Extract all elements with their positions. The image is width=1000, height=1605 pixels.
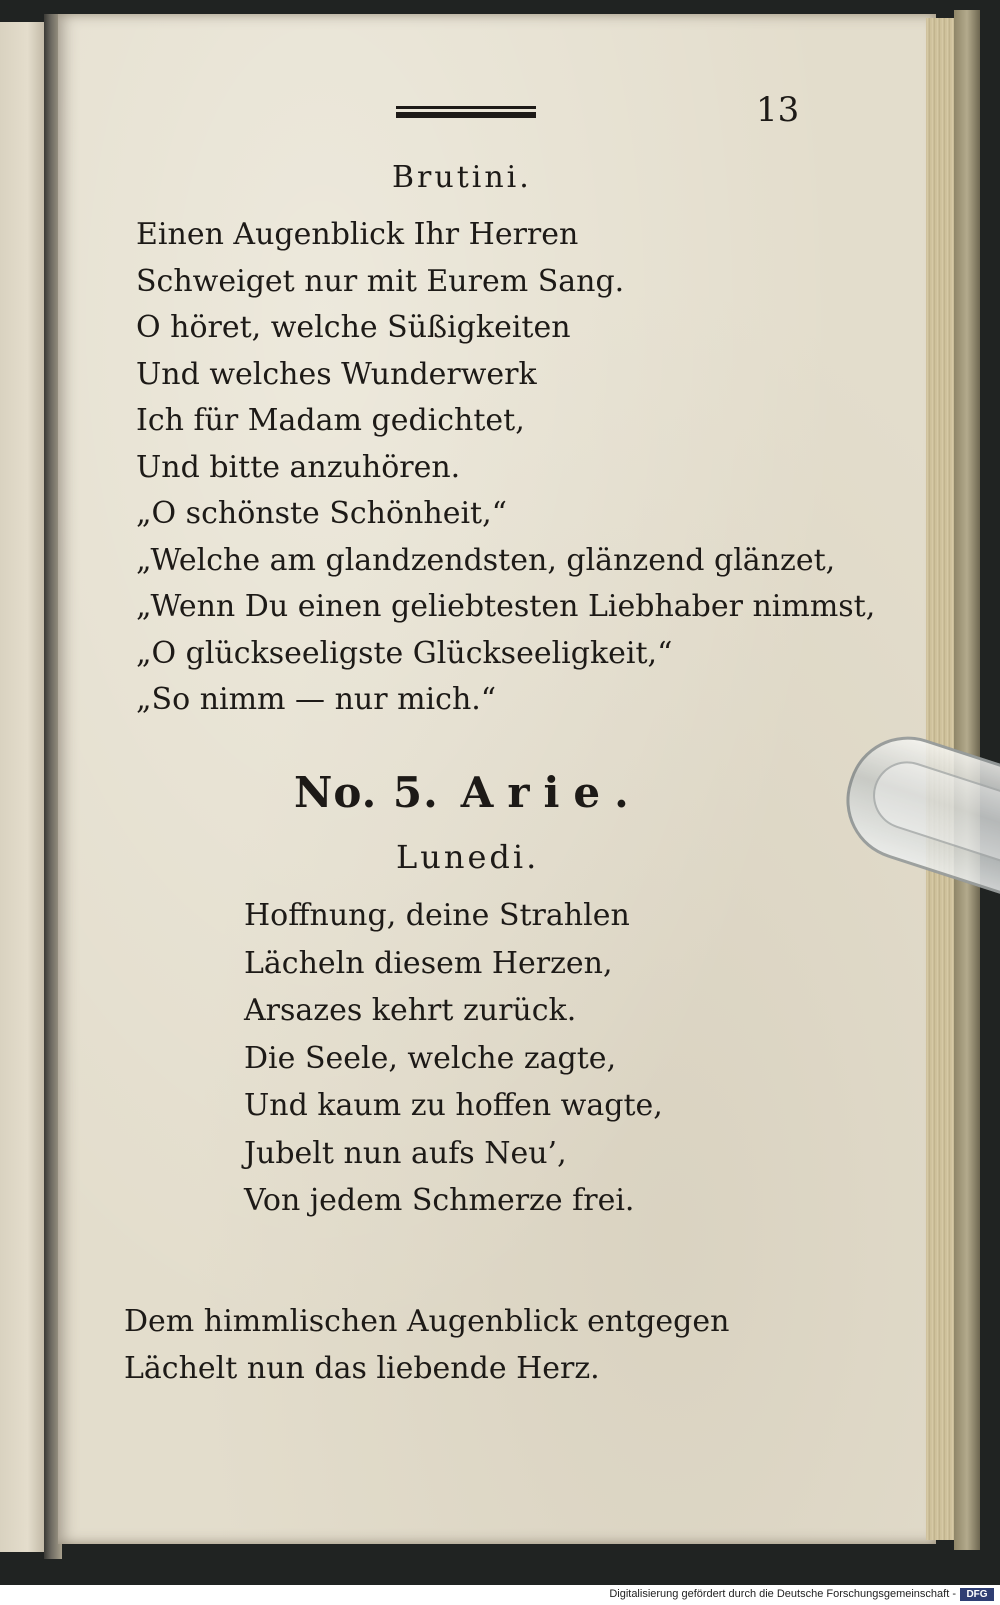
verse-line: Die Seele, welche zagte, (244, 1040, 617, 1076)
verse-line: „Wenn Du einen geliebtesten Liebhaber nimmst, (136, 589, 876, 624)
verse-line: Hoffnung, deine Strahlen (244, 898, 630, 933)
aria-closing (124, 1298, 729, 1392)
verse-line: Und kaum zu hoffen wagte, (244, 1088, 663, 1123)
verse-line: Ich für Madam gedichtet, (136, 403, 525, 438)
verse-line: „O schönste Schönheit,“ (136, 496, 507, 531)
verse-line: Jubelt nun aufs Neu’, (244, 1135, 567, 1171)
speaker-lunedi: Lunedi. (396, 838, 540, 876)
verse-line: Dem himmlischen Augenblick entgegen (124, 1304, 730, 1339)
aria-label: Arie. (460, 768, 643, 817)
dfg-logo: DFG (960, 1588, 994, 1601)
header-rule (396, 106, 536, 122)
verse-line: Arsazes kehrt zurück. (244, 993, 577, 1028)
verse-line: Einen Augenblick Ihr Herren (136, 217, 579, 252)
aria-heading (294, 768, 643, 817)
verse-line: Lächelt nun das liebende Herz. (124, 1351, 600, 1386)
page-number: 13 (756, 90, 800, 130)
aria-verse (244, 892, 663, 1225)
verse-line: Schweiget nur mit Eurem Sang. (136, 263, 625, 299)
verse-line: Lächeln diesem Herzen, (244, 945, 613, 981)
digitization-footer (0, 1585, 1000, 1605)
verse-line: „Welche am glandzendsten, glänzend glänzet, (136, 542, 836, 578)
verse-line: Von jedem Schmerze frei. (244, 1183, 635, 1218)
verse-line: O höret, welche Süßigkeiten (136, 310, 571, 345)
speaker-brutini: Brutini. (392, 160, 532, 195)
aria-number: No. 5. (294, 768, 439, 817)
funding-notice: Digitalisierung gefördert durch die Deutsche Forschungsgemeinschaft - (609, 1588, 956, 1600)
previous-page-edge (0, 22, 46, 1552)
verse-line: Und bitte anzuhören. (136, 449, 461, 485)
brutini-verse (136, 212, 875, 724)
verse-line: Und welches Wunderwerk (136, 356, 537, 392)
verse-line: „O glückseeligste Glückseeligkeit,“ (136, 635, 673, 671)
verse-line: „So nimm — nur mich.“ (136, 682, 497, 717)
